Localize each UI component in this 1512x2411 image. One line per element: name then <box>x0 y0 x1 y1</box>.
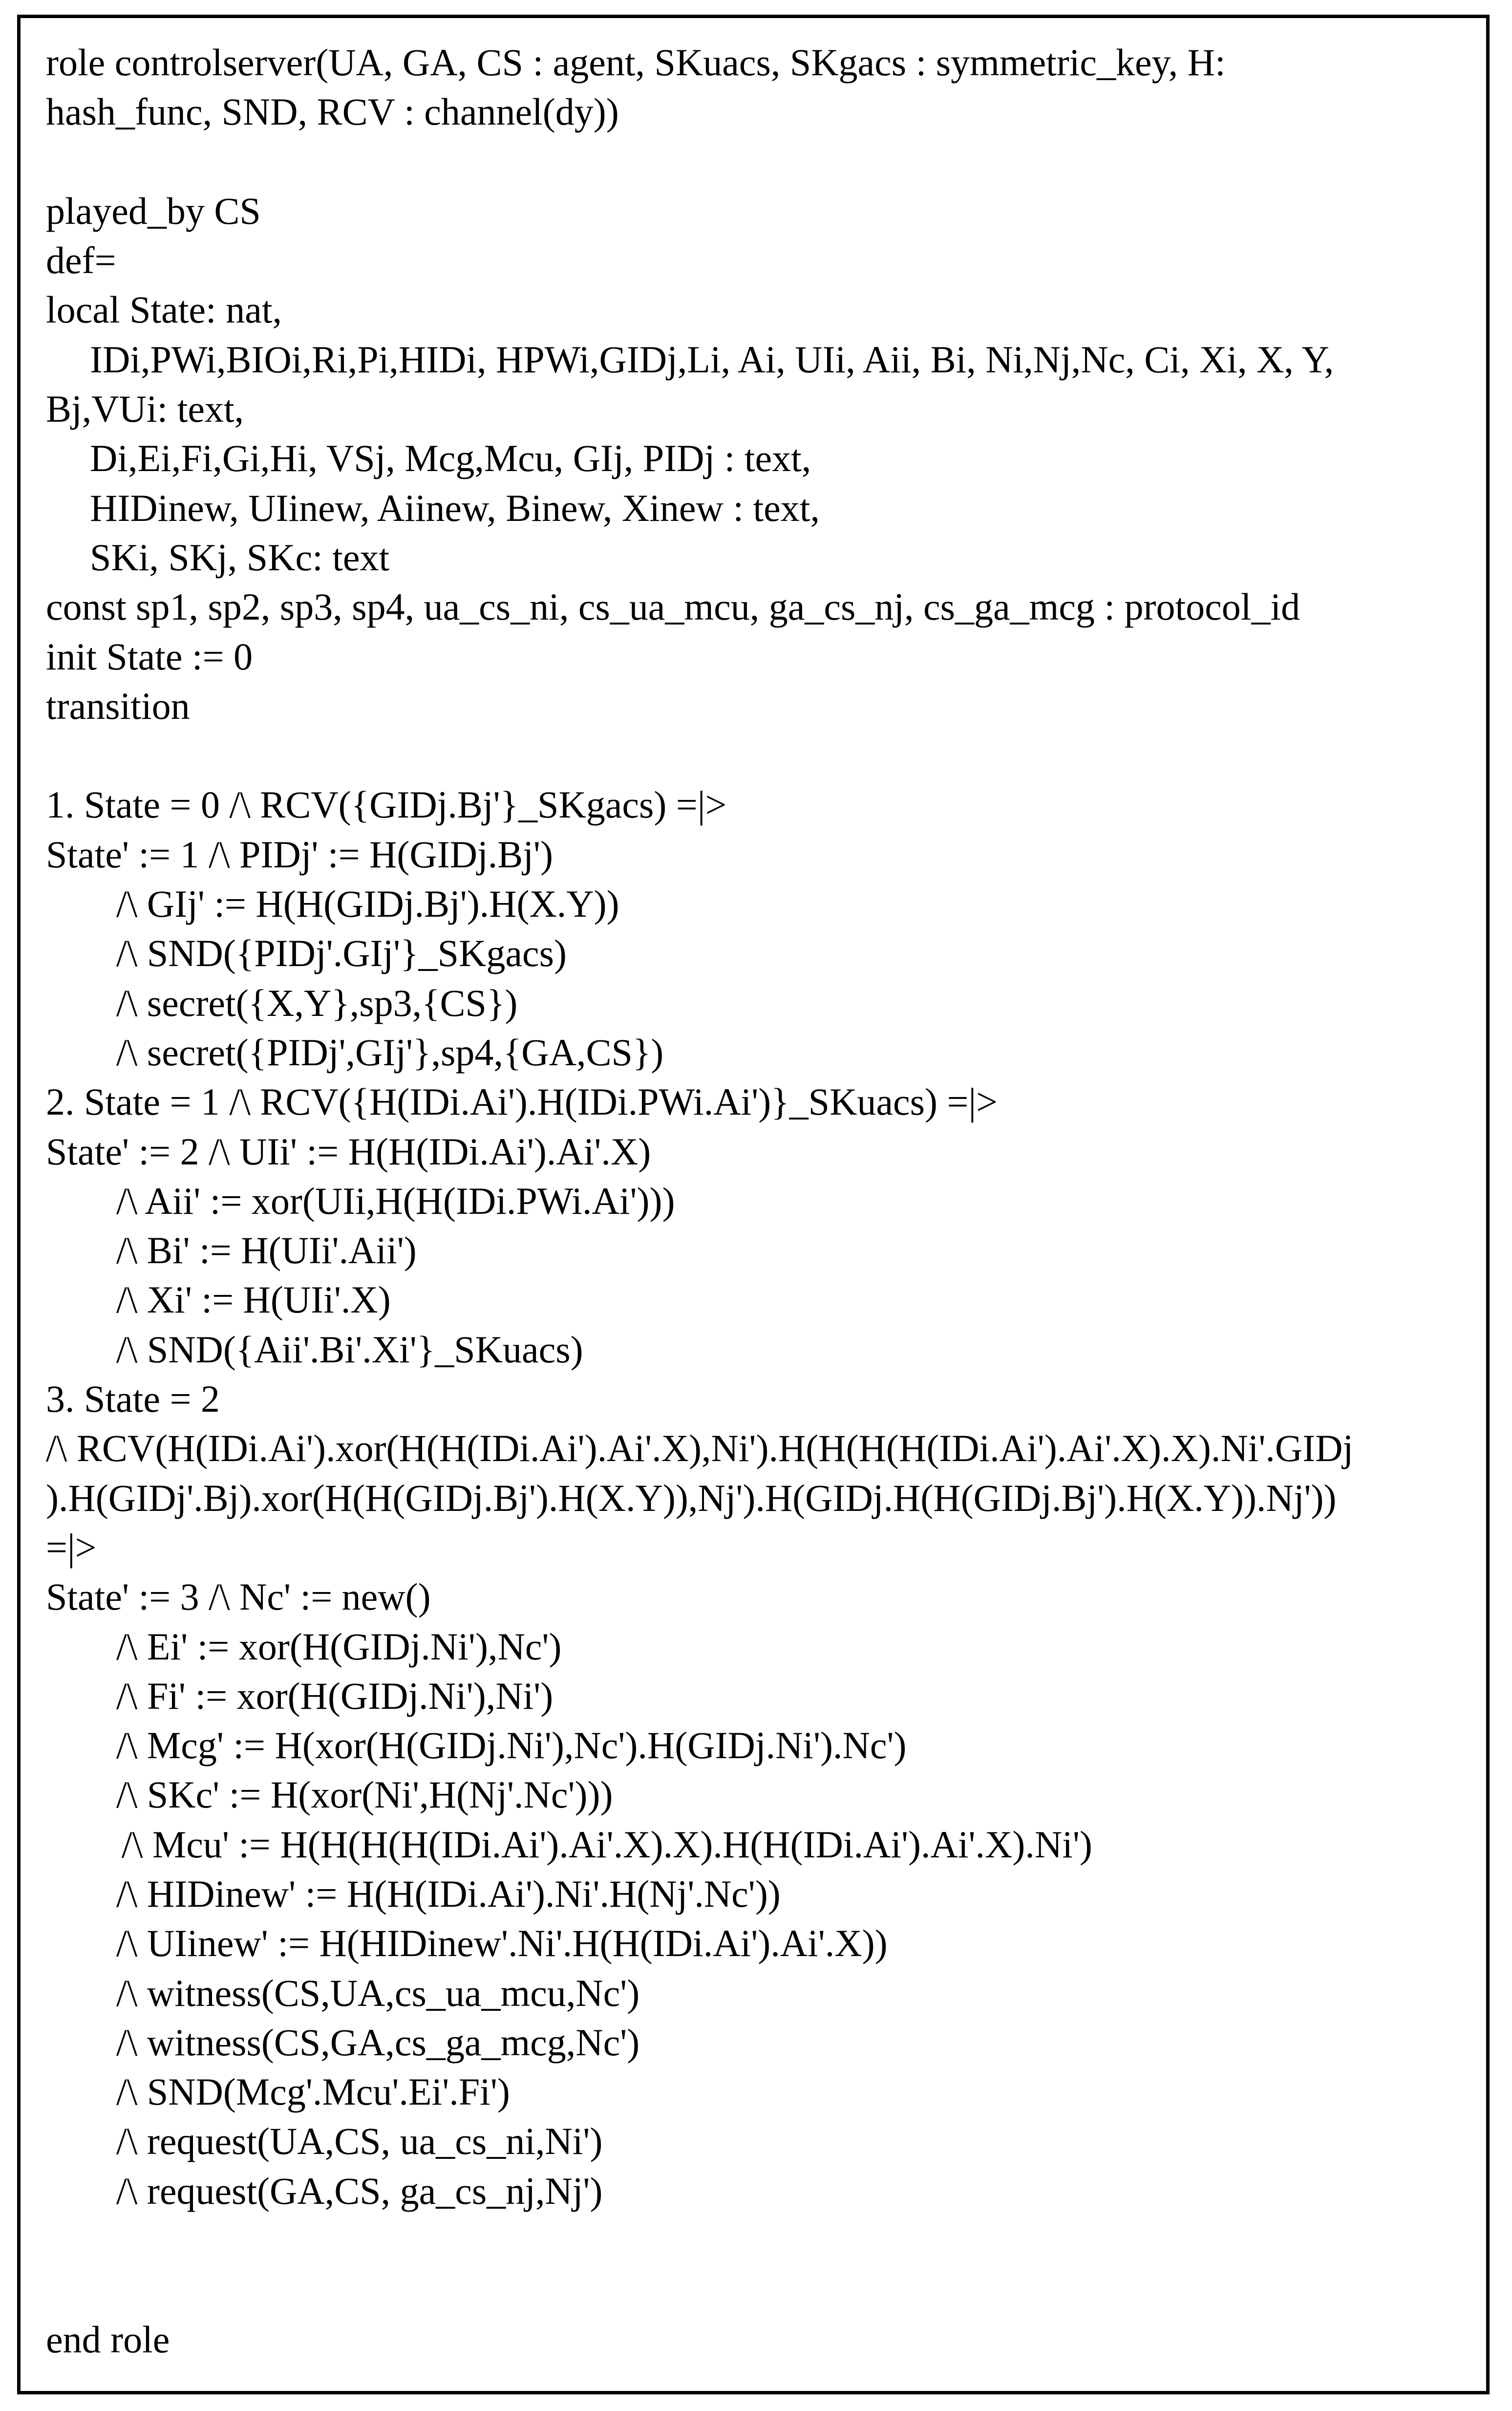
local-vars-line-5: SKi, SKj, SKc: text <box>90 536 390 579</box>
local-line: local State: nat, <box>46 288 282 331</box>
local-vars-line-4: HIDinew, UIinew, Aiinew, Binew, Xinew : text, <box>90 486 820 529</box>
step2-line: /\ Aii' := xor(UIi,H(H(IDi.PWi.Ai'))) <box>116 1179 675 1222</box>
const-line: const sp1, sp2, sp3, sp4, ua_cs_ni, cs_ua_mcu, ga_cs_nj, cs_ga_mcg : protocol_id <box>46 585 1300 628</box>
step3-line: /\ request(GA,CS, ga_cs_nj,Nj') <box>116 2169 603 2212</box>
step3-line: /\ witness(CS,GA,cs_ga_mcg,Nc') <box>116 2021 640 2064</box>
step1-state: State' := 1 /\ PIDj' := H(GIDj.Bj') <box>46 833 553 876</box>
step3-line: /\ Ei' := xor(H(GIDj.Ni'),Nc') <box>116 1625 562 1668</box>
blank-gap <box>46 2216 1471 2315</box>
step3-line: /\ SND(Mcg'.Mcu'.Ei'.Fi') <box>116 2070 510 2113</box>
blank-line <box>46 731 1471 780</box>
def-line: def= <box>46 239 116 282</box>
step3-line: /\ SKc' := H(xor(Ni',H(Nj'.Nc'))) <box>116 1773 613 1816</box>
played-by-line: played_by CS <box>46 189 261 232</box>
init-line: init State := 0 <box>46 635 253 678</box>
step1-head: 1. State = 0 /\ RCV({GIDj.Bj'}_SKgacs) =|> <box>46 783 727 826</box>
blank-line <box>46 137 1471 186</box>
step1-line: /\ secret({X,Y},sp3,{CS}) <box>116 981 518 1024</box>
local-vars-line-3: Di,Ei,Fi,Gi,Hi, VSj, Mcg,Mcu, GIj, PIDj : text, <box>90 437 811 480</box>
step3-state: State' := 3 /\ Nc' := new() <box>46 1575 431 1618</box>
step3-rcv-line-2: ).H(GIDj'.Bj).xor(H(H(GIDj.Bj').H(X.Y)),Nj').H(GIDj.H(H(GIDj.Bj').H(X.Y)).Nj')) <box>46 1476 1337 1519</box>
step1-line: /\ GIj' := H(H(GIDj.Bj').H(X.Y)) <box>116 883 619 926</box>
step3-line: /\ UIinew' := H(HIDinew'.Ni'.H(H(IDi.Ai').Ai'.X)) <box>116 1922 888 1965</box>
step2-line: /\ Bi' := H(UIi'.Aii') <box>116 1229 417 1272</box>
end-role-line: end role <box>46 2318 170 2361</box>
step3-head: 3. State = 2 <box>46 1378 220 1421</box>
step2-line: /\ Xi' := H(UIi'.X) <box>116 1278 391 1321</box>
step3-line: /\ request(UA,CS, ua_cs_ni,Ni') <box>116 2120 603 2163</box>
step1-line: /\ SND({PIDj'.GIj'}_SKgacs) <box>116 932 567 975</box>
step3-rcv-line-1: /\ RCV(H(IDi.Ai').xor(H(H(IDi.Ai').Ai'.X),Ni').H(H(H(H(IDi.Ai').Ai'.X).X).Ni'.GIDj <box>46 1427 1354 1470</box>
hlpsl-code <box>46 38 1471 2364</box>
code-box <box>17 15 1490 2394</box>
step3-line: /\ Fi' := xor(H(GIDj.Ni'),Ni') <box>116 1674 554 1717</box>
local-vars-line-2: Bj,VUi: text, <box>46 387 244 431</box>
transition-line: transition <box>46 684 190 727</box>
role-header-line-2: hash_func, SND, RCV : channel(dy)) <box>46 90 619 133</box>
role-header-line-1: role controlserver(UA, GA, CS : agent, SKuacs, SKgacs : symmetric_key, H: <box>46 41 1226 84</box>
step2-line: /\ SND({Aii'.Bi'.Xi'}_SKuacs) <box>116 1328 583 1371</box>
step3-rcv-line-3: =|> <box>46 1526 97 1569</box>
step1-line: /\ secret({PIDj',GIj'},sp4,{GA,CS}) <box>116 1031 664 1074</box>
step3-mcu-line: /\ Mcu' := H(H(H(H(IDi.Ai').Ai'.X).X).H(H(IDi.Ai').Ai'.X).Ni') <box>122 1823 1092 1866</box>
step3-line: /\ HIDinew' := H(H(IDi.Ai').Ni'.H(Nj'.Nc')) <box>116 1872 781 1915</box>
step3-line: /\ witness(CS,UA,cs_ua_mcu,Nc') <box>116 1971 640 2014</box>
local-vars-line-1: IDi,PWi,BIOi,Ri,Pi,HIDi, HPWi,GIDj,Li, Ai, UIi, Aii, Bi, Ni,Nj,Nc, Ci, Xi, X, Y, <box>90 338 1334 381</box>
step2-state: State' := 2 /\ UIi' := H(H(IDi.Ai').Ai'.X) <box>46 1130 651 1173</box>
step3-line: /\ Mcg' := H(xor(H(GIDj.Ni'),Nc').H(GIDj.Ni').Nc') <box>116 1724 907 1767</box>
step2-head: 2. State = 1 /\ RCV({H(IDi.Ai').H(IDi.PWi.Ai')}_SKuacs) =|> <box>46 1080 998 1123</box>
